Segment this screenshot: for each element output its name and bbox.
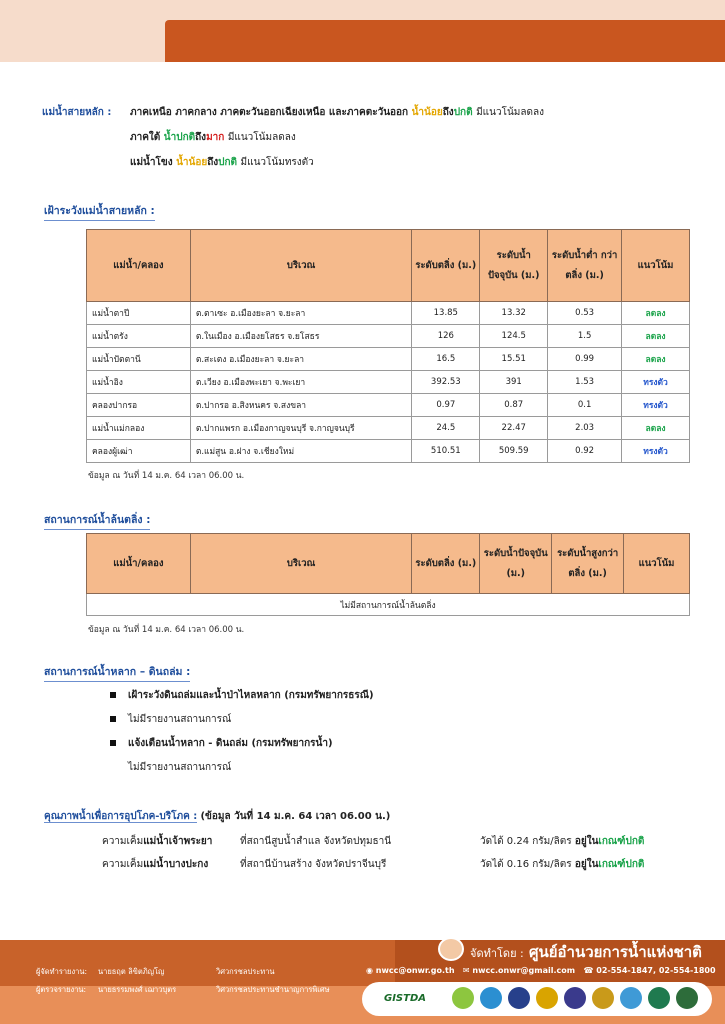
footer-email-2[interactable]: nwcc.onwr@gmail.com [472,966,576,975]
list-item: แจ้งเตือนน้ำหลาก - ดินถล่ม (กรมทรัพยากรน้ำ) [110,732,374,756]
overflow-empty: ไม่มีสถานการณ์น้ำล้นตลิ่ง [87,594,690,616]
watch-table [86,229,690,463]
overflow-header-bank: ระดับตลิ่ง (ม.) [412,534,480,594]
table-row: ความเค็มแม่น้ำเจ้าพระยา [102,836,213,847]
bullet-icon [110,740,116,746]
bullet-icon [110,692,116,698]
overflow-header-above: ระดับน้ำสูงกว่า ตลิ่ง (ม.) [552,534,624,594]
bullet-icon [110,716,116,722]
trend-badge: ลดลง [622,348,690,371]
trend-badge: ทรงตัว [622,394,690,417]
agency-logo-icon [620,987,642,1009]
overflow-table [86,533,690,616]
overflow-header-river: แม่น้ำ/คลอง [87,534,191,594]
table-row: แม่น้ำอิง ต.เวียง อ.เมืองพะเยา จ.พะเยา 392.53 391 1.53 ทรงตัว [87,371,690,394]
status-badge: เกณฑ์ปกติ [598,836,645,847]
trend-badge: ลดลง [622,302,690,325]
agency-logo-icon [536,987,558,1009]
watch-header-current: ระดับน้ำ ปัจจุบัน (ม.) [480,230,548,302]
trend-badge: ลดลง [622,417,690,440]
mail-icon: ✉ [462,966,470,975]
quality-rows: ความเค็มแม่น้ำเจ้าพระยา ที่สถานีสูบน้ำสำแล จังหวัดปทุมธานี วัดได้ 0.24 กรัม/ลิตร อยู่ในเกณฑ์ปกติ ความเค็มแม่น้ำบางปะกง ที่สถานีบ้านสร้าง จังหวัดปราจีนบุรี วัดได้ 0.16 กรัม/ลิตร อยู่ในเกณฑ์ปกติ [102,836,645,870]
watch-header-trend: แนวโน้ม [622,230,690,302]
flood-title: สถานการณ์น้ำหลาก – ดินถล่ม : [44,663,190,682]
table-row [87,594,690,616]
footer-contact [366,966,716,975]
table-row: แม่น้ำตรัง ต.ในเมือง อ.เมืองยโสธร จ.ยโสธร 126 124.5 1.5 ลดลง [87,325,690,348]
watch-header-area: บริเวณ [190,230,412,302]
footer-maker-role: วิศวกรชลประทาน [216,967,275,976]
table-row: แม่น้ำปัตตานี ต.สะเตง อ.เมืองยะลา จ.ยะลา 16.5 15.51 0.99 ลดลง [87,348,690,371]
gistda-logo: GISTDA [384,993,426,1004]
top-banner [0,0,725,62]
list-item: ไม่มีรายงานสถานการณ์ [128,762,232,773]
footer-checker-role: วิศวกรชลประทานชำนาญการพิเศษ [216,985,330,994]
trend-badge: ทรงตัว [622,371,690,394]
quality-title-note: (ข้อมูล วันที่ 14 ม.ค. 64 เวลา 06.00 น.) [200,811,391,822]
main-river-line-2: ภาคใต้ น้ำปกติถึงมาก มีแนวโน้มลดลง [130,132,296,143]
status-badge: เกณฑ์ปกติ [598,859,645,870]
watch-title: เฝ้าระวังแม่น้ำสายหลัก : [44,202,155,221]
footer-checker-label: ผู้ตรวจรายงาน: [36,985,87,994]
agency-logo-icon [564,987,586,1009]
table-row: แม่น้ำแม่กลอง ต.ปากแพรก อ.เมืองกาญจนบุรี จ.กาญจนบุรี 24.5 22.47 2.03 ลดลง [87,417,690,440]
overflow-title: สถานการณ์น้ำล้นตลิ่ง : [44,511,150,530]
flood-list [110,684,374,780]
agency-logo-icon [592,987,614,1009]
footer-phone: 02-554-1847, 02-554-1800 [596,966,716,975]
main-river-line-1: ภาคเหนือ ภาคกลาง ภาคตะวันออกเฉียงเหนือ และภาคตะวันออก น้ำน้อยถึงปกติ มีแนวโน้มลดลง [130,107,544,118]
trend-badge: ลดลง [622,325,690,348]
table-row: ความเค็มแม่น้ำบางปะกง [102,859,209,870]
main-river-line-3: แม่น้ำโขง น้ำน้อยถึงปกติ มีแนวโน้มทรงตัว [130,157,314,168]
globe-icon: ◉ [366,966,373,975]
footer-maker-label: ผู้จัดทำรายงาน: [36,967,87,976]
table-row: คลองปากรอ ต.ปากรอ อ.สิงหนคร จ.สงขลา 0.97 0.87 0.1 ทรงตัว [87,394,690,417]
watch-note: ข้อมูล ณ วันที่ 14 ม.ค. 64 เวลา 06.00 น. [88,471,245,481]
watch-header-below: ระดับน้ำต่ำ กว่าตลิ่ง (ม.) [548,230,622,302]
footer-org: จัดทำโดย : ศูนย์อำนวยการน้ำแห่งชาติ [470,943,702,961]
overflow-header-trend: แนวโน้ม [624,534,690,594]
footer-email-1[interactable]: nwcc@onwr.go.th [375,966,455,975]
watch-header-river: แม่น้ำ/คลอง [87,230,191,302]
footer-maker-name: นายธฤต ลิขิตภิญโญ [98,967,165,976]
main-river-label: แม่น้ำสายหลัก : [42,107,112,118]
list-item: ไม่มีรายงานสถานการณ์ [110,708,374,732]
water-drop-logo-icon [438,937,464,961]
table-row: คลองผู้เฒ่า ต.แม่สูน อ.ฝาง จ.เชียงใหม่ 510.51 509.59 0.92 ทรงตัว [87,440,690,463]
leaf-logo-icon [452,987,474,1009]
footer-checker-name: นายธรรมพงศ์ เฌาวบุตร [98,985,177,994]
trend-badge: ทรงตัว [622,440,690,463]
top-banner-dark [165,20,725,62]
agency-logo-icon [480,987,502,1009]
phone-icon: ☎ [583,966,594,975]
overflow-header-current: ระดับน้ำปัจจุบัน (ม.) [480,534,552,594]
overflow-header-area: บริเวณ [190,534,412,594]
overflow-note: ข้อมูล ณ วันที่ 14 ม.ค. 64 เวลา 06.00 น. [88,625,245,635]
agency-logo-icon [508,987,530,1009]
watch-header-bank: ระดับตลิ่ง (ม.) [412,230,480,302]
agency-logo-icon [676,987,698,1009]
quality-title: คุณภาพน้ำเพื่อการอุปโภค-บริโภค : [44,811,198,822]
agency-logo-icon [648,987,670,1009]
table-row: แม่น้ำตาปี ต.ตาเซะ อ.เมืองยะลา จ.ยะลา 13.85 13.32 0.53 ลดลง [87,302,690,325]
list-item: เฝ้าระวังดินถล่มและน้ำป่าไหลหลาก (กรมทรัพยากรธรณี) [110,684,374,708]
main-river-lines [130,100,690,175]
quality-title-row [44,809,390,824]
